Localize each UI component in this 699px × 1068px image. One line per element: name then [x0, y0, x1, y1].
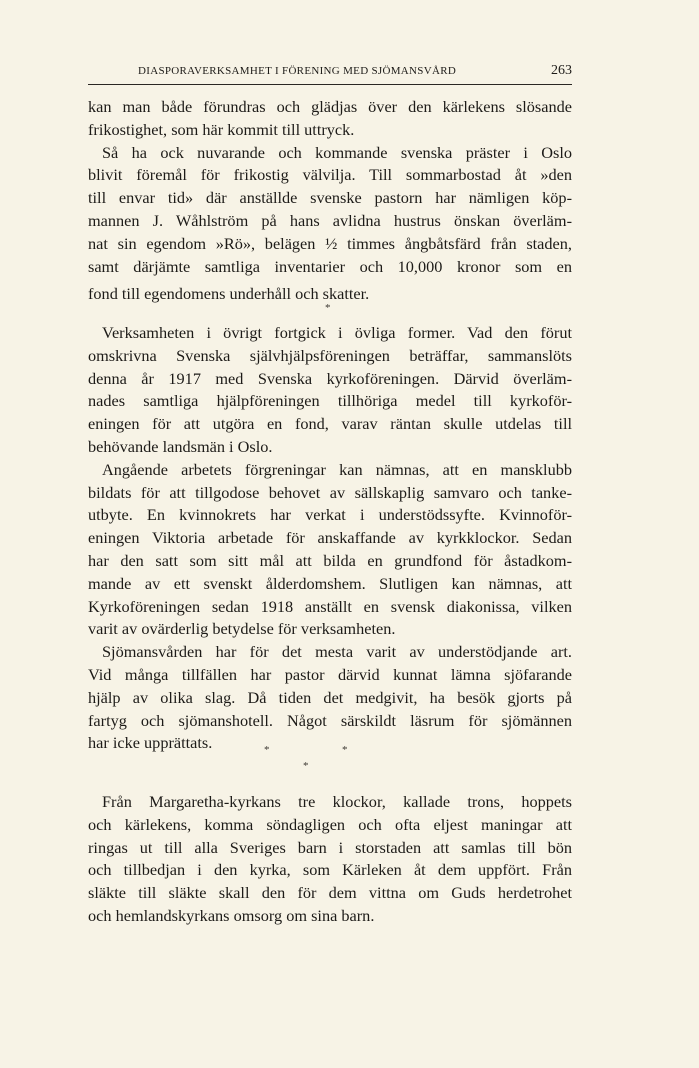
- text-line: och kärlekens, komma söndagligen och ofta eljest maningar att: [88, 814, 572, 834]
- section-1: [88, 96, 572, 306]
- text-line: Från Margaretha-kyrkans tre klockor, kallade trons, hoppets: [102, 792, 572, 811]
- text-line: mande av ett svenskt ålderdomshem. Slutligen kan nämnas, att: [88, 573, 572, 593]
- text-line: eningen Viktoria arbetade för anskaffande av kyrkklockor. Sedan: [88, 528, 572, 548]
- text-line: fond till egendomens underhåll och skatter.: [88, 284, 370, 304]
- text-line: har icke upprättats.: [88, 733, 213, 753]
- text-line: Kyrkoföreningen sedan 1918 anställt en svensk diakonissa, vilken: [88, 596, 572, 616]
- text-line: hjälp av olika slag. Då tiden det medgivit, ha besök gjorts på: [88, 687, 572, 707]
- text-line: Så ha ock nuvarande och kommande svenska präster i Oslo: [102, 142, 572, 162]
- section-separator-asterisk: *: [303, 760, 309, 772]
- text-line: utbyte. En kvinnokrets har verkat i understödssyfte. Kvinnoför-: [88, 505, 572, 525]
- text-line: Vid många tillfällen har pastor därvid kunnat lämna sjöfarande: [88, 664, 572, 684]
- section-2: [88, 322, 572, 755]
- page-number: 263: [551, 63, 572, 78]
- text-line: blivit föremål för frikostig välvilja. Till sommarbostad åt »den: [88, 165, 572, 185]
- page-header: [88, 62, 572, 85]
- text-line: ringas ut till alla Sveriges barn i storstaden att samlas till bön: [88, 837, 572, 857]
- text-line: omskrivna Svenska självhjälpsföreningen beträffar, sammanslöts: [88, 345, 572, 365]
- text-line: frikostighet, som här kommit till uttryck.: [88, 119, 355, 139]
- text-line: Sjömansvården har för det mesta varit av understödjande art.: [102, 642, 572, 662]
- text-line: bildats för att tillgodose behovet av sällskaplig samvaro och tanke-: [88, 482, 572, 502]
- text-line: eningen för att utgöra en fond, varav räntan skulle utdelas till: [88, 414, 572, 434]
- section-separator-asterisk: *: [325, 302, 331, 314]
- text-line: denna år 1917 med Svenska kyrkoföreningen. Därvid överläm-: [88, 368, 572, 388]
- running-head: DIASPORAVERKSAMHET I FÖRENING MED SJÖMANSVÅRD: [138, 65, 457, 77]
- text-line: samt därjämte samtliga inventarier och 10,000 kronor som en: [88, 256, 572, 276]
- text-line: mannen J. Wåhlström på hans avlidna hustrus önskan överläm-: [88, 210, 572, 230]
- text-line: behövande landsmän i Oslo.: [88, 436, 273, 456]
- text-line: har den satt som sitt mål att bilda en grundfond för åstadkom-: [88, 550, 572, 570]
- text-line: till envar tid» där anställde svenske pastorn har nämligen köp-: [88, 188, 572, 208]
- text-line: och tillbedjan i den kyrka, som Kärleken åt dem uppfört. Från: [88, 860, 572, 880]
- text-line: varit av ovärderlig betydelse för verksamheten.: [88, 619, 396, 639]
- text-line: och hemlandskyrkans omsorg om sina barn.: [88, 905, 375, 925]
- text-line: Verksamheten i övrigt fortgick i övliga former. Vad den förut: [102, 323, 572, 342]
- text-line: kan man både förundras och glädjas över den kärlekens slösande: [88, 97, 572, 116]
- section-separator-asterisk: *: [264, 744, 270, 756]
- text-line: fartyg och sjömanshotell. Något särskildt läsrum för sjömännen: [88, 710, 572, 730]
- text-line: Angående arbetets förgreningar kan nämnas, att en mansklubb: [102, 459, 572, 479]
- text-line: nat sin egendom »Rö», belägen ½ timmes ångbåtsfärd från staden,: [88, 233, 572, 253]
- text-line: nades samtliga hjälpföreningen tillhöriga medel till kyrkoför-: [88, 391, 572, 411]
- section-3: [88, 791, 572, 928]
- section-separator-asterisk: *: [342, 744, 348, 756]
- text-line: släkte till släkte skall den för dem vittna om Guds herdetrohet: [88, 883, 572, 903]
